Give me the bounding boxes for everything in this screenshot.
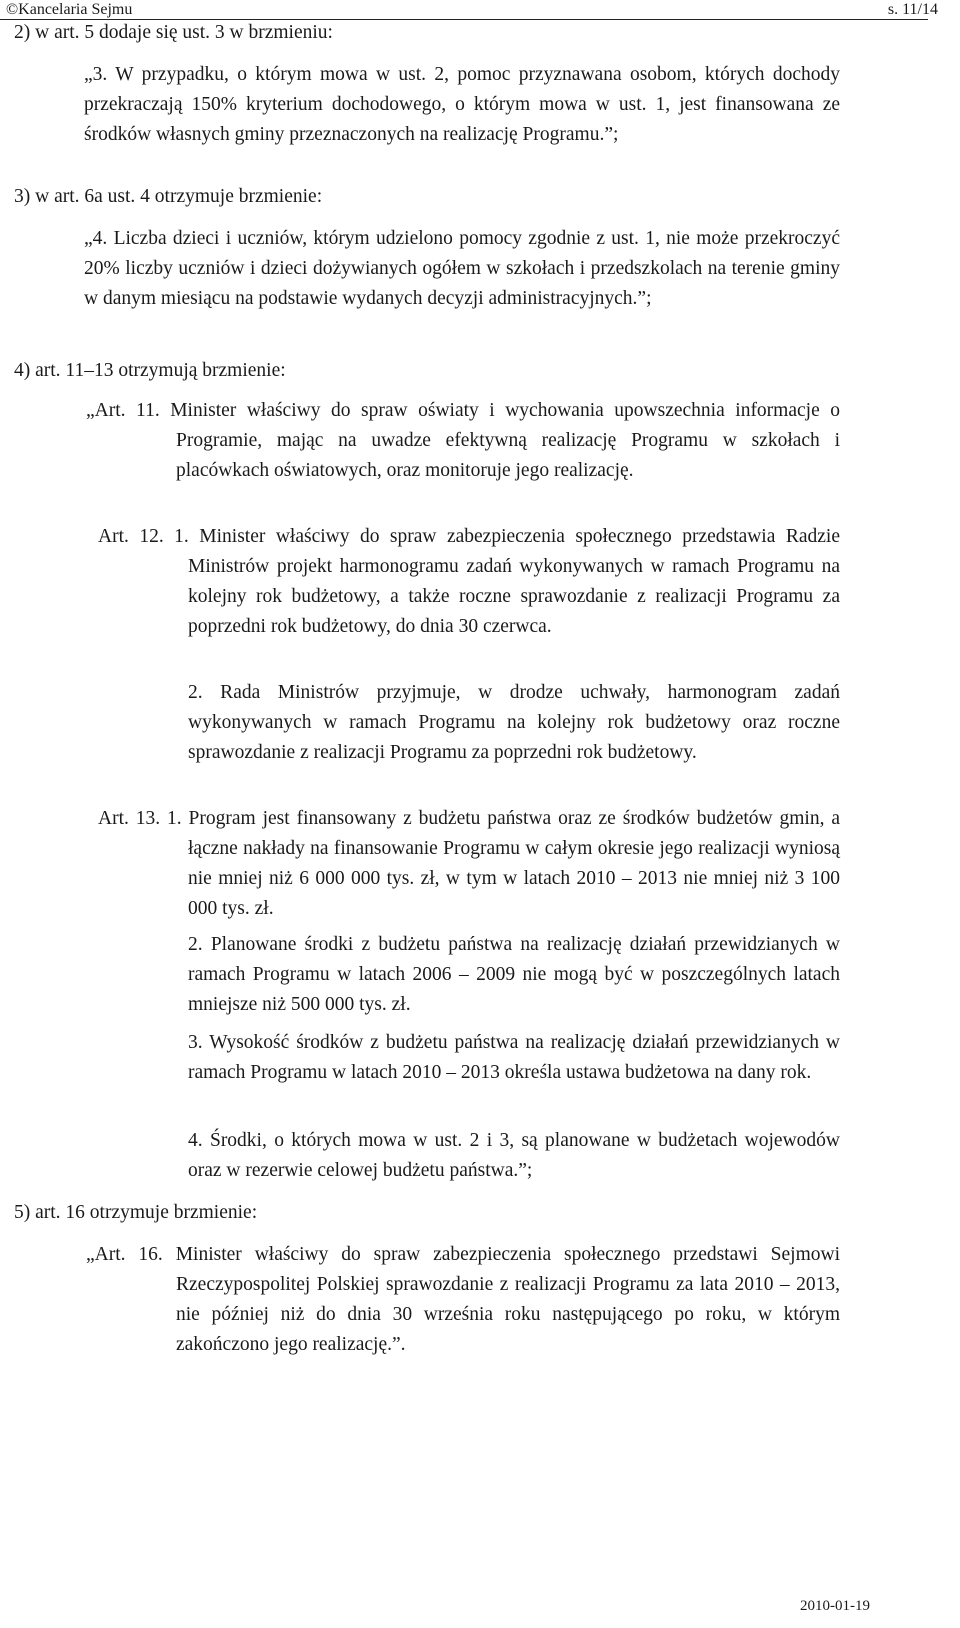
amendment-point-5: 5) art. 16 otrzymuje brzmienie: (14, 1202, 258, 1223)
quoted-ust-4: „4. Liczba dzieci i uczniów, którym udzielono pomocy zgodnie z ust. 1, nie może przekroczyć 20% liczby uczniów i dzieci dożywianych ogółem w szkołach i przedszkolach na terenie gminy w danym miesiącu na podstawie wydanych decyzji administracyjnych.”; (84, 228, 840, 309)
amendment-point-3: 3) w art. 6a ust. 4 otrzymuje brzmienie: (14, 186, 323, 207)
amendment-point-4: 4) art. 11–13 otrzymują brzmienie: (14, 360, 286, 381)
header-page-number: s. 11/14 (887, 1, 938, 18)
article-11: „Art. 11. Minister właściwy do spraw oświaty i wychowania upowszechnia informacje o Programie, mając na uwadze efektywną realizację Programu w szkołach i placówkach oświatowych, oraz monitoruje jego realizację. (86, 400, 840, 481)
quoted-ust-3: „3. W przypadku, o którym mowa w ust. 2, pomoc przyznawana osobom, których dochody przekraczają 150% kryterium dochodowego, o którym mowa w ust. 1, jest finansowana ze środków własnych gminy przeznaczonych na realizację Programu.”; (84, 64, 840, 145)
article-12-ust-1: Art. 12. 1. Minister właściwy do spraw zabezpieczenia społecznego przedstawia Radzie Ministrów projekt harmonogramu zadań wykonywanych w ramach Programu na kolejny rok budżetowy, a także roczne sprawozdanie z realizacji Programu za poprzedni rok budżetowy, do dnia 30 czerwca. (98, 526, 840, 637)
article-12-ust-2: 2. Rada Ministrów przyjmuje, w drodze uchwały, harmonogram zadań wykonywanych w ramach Programu na kolejny rok budżetowy oraz roczne sprawozdanie z realizacji Programu za poprzedni rok budżetowy. (188, 682, 840, 763)
document-date: 2010-01-19 (800, 1598, 870, 1614)
article-13-ust-3: 3. Wysokość środków z budżetu państwa na realizację działań przewidzianych w ramach Programu w latach 2010 – 2013 określa ustawa budżetowa na dany rok. (188, 1032, 840, 1083)
article-13-ust-2: 2. Planowane środki z budżetu państwa na realizację działań przewidzianych w ramach Programu w latach 2006 – 2009 nie mogą być w poszczególnych latach mniejsze niż 500 000 tys. zł. (188, 934, 840, 1015)
article-13-ust-4: 4. Środki, o których mowa w ust. 2 i 3, są planowane w budżetach wojewodów oraz w rezerwie celowej budżetu państwa.”; (188, 1130, 840, 1181)
article-16: „Art. 16. Minister właściwy do spraw zabezpieczenia społecznego przedstawi Sejmowi Rzeczypospolitej Polskiej sprawozdanie z realizacji Programu za lata 2010 – 2013, nie później niż do dnia 30 września roku następującego po roku, w którym zakończono jego realizację.”. (86, 1244, 840, 1355)
article-13-ust-1: Art. 13. 1. Program jest finansowany z budżetu państwa oraz ze środków budżetów gmin, a łączne nakłady na finansowanie Programu w całym okresie jego realizacji wyniosą nie mniej niż 6 000 000 tys. zł, w tym w latach 2010 – 2013 nie mniej niż 3 100 000 tys. zł. (98, 808, 840, 919)
amendment-point-2: 2) w art. 5 dodaje się ust. 3 w brzmieniu: (14, 22, 333, 43)
header-source: ©Kancelaria Sejmu (6, 1, 133, 18)
page-header (0, 0, 960, 20)
